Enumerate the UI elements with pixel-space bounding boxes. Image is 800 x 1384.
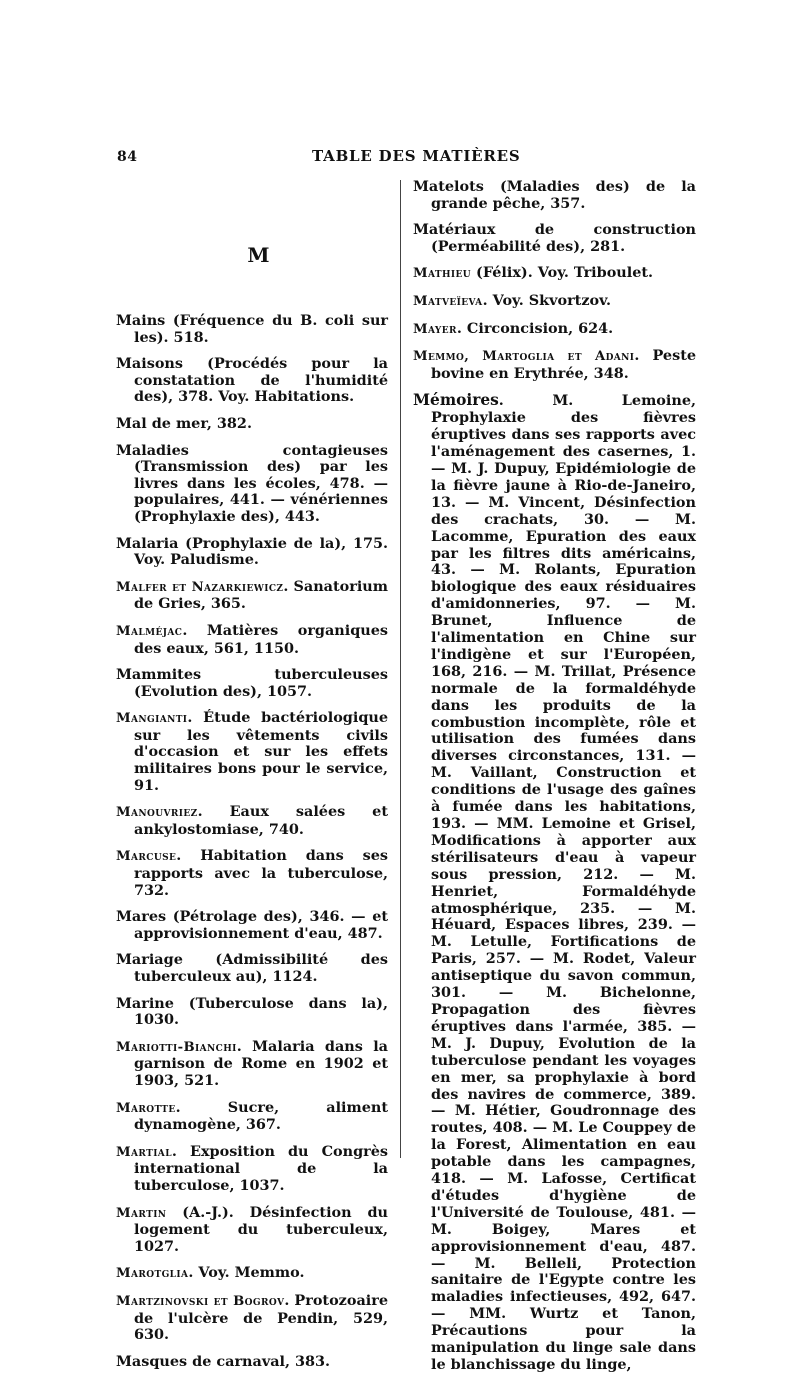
- index-entry: [116, 416, 388, 433]
- entry-text: . Sanatorium de Gries, 365.: [134, 577, 388, 613]
- entry-heading: Marotglia: [116, 1266, 189, 1282]
- entry-text: . Eaux salées et ankylostomiase, 740.: [134, 803, 388, 838]
- entry-heading: Malfer et Nazarkiewicz: [116, 579, 284, 595]
- entry-text: (Perméabilité des), 281.: [431, 237, 626, 255]
- index-entry: [413, 392, 696, 1374]
- entry-text: (Félix). Voy. Triboulet.: [471, 264, 654, 282]
- index-entry: [116, 1144, 388, 1195]
- entry-text: . Circoncision, 624.: [456, 319, 614, 337]
- entry-heading: Mangianti: [116, 711, 188, 727]
- column-divider: [400, 180, 401, 1158]
- entry-text: (A.-J.). Désinfection du logement du tuberculeux, 1027.: [134, 1203, 388, 1255]
- index-entry: [116, 667, 388, 700]
- entry-text: . Sucre, aliment dynamogène, 367.: [134, 1098, 388, 1134]
- entry-heading: Manouvriez: [116, 805, 198, 821]
- index-entry: [116, 848, 388, 899]
- entry-heading: Mains: [116, 312, 166, 329]
- entry-text: . Habitation dans ses rapports avec la tuberculose, 732.: [134, 847, 388, 899]
- index-entry: [116, 1039, 388, 1090]
- index-entry: [116, 909, 388, 942]
- index-entry: [116, 710, 388, 794]
- index-entry: [116, 623, 388, 657]
- right-column: [413, 179, 696, 1384]
- index-entry: [116, 952, 388, 985]
- entry-text: . Peste bovine en Erythrée, 348.: [431, 347, 696, 382]
- index-entry: [116, 1293, 388, 1344]
- left-column: [116, 243, 388, 1380]
- entry-heading: Marine: [116, 994, 174, 1012]
- entry-heading: Mammites tuberculeuses: [116, 666, 388, 684]
- entry-heading: Matériaux de construction: [413, 221, 696, 239]
- entry-text: (Fréquence du B. coli sur les). 518.: [134, 312, 388, 346]
- right-entries: [413, 179, 696, 1374]
- entry-heading: Martin: [116, 1205, 167, 1221]
- index-entry: [413, 179, 696, 212]
- entry-heading: Matelots: [413, 178, 484, 195]
- page-number: 84: [117, 149, 138, 165]
- index-entry: [116, 579, 388, 613]
- entry-heading: Mariotti-Bianchi: [116, 1039, 237, 1055]
- entry-heading: Mémoires: [413, 391, 499, 410]
- entry-text: . M. Lemoine, Prophylaxie des fièvres éruptives dans ses rapports avec l'aménagement des casernes, 1. — M. J. Dupuy, Epidémiologie de la fièvre jaune à Rio-de-Janeiro, 13. — M. Vincent, Désinfection des crachats, 30. — M. Lacomme, Epuration des eaux par les filtres dits américains, 43. — M. Rolants, Epuration biologique des eaux résiduaires d'amidonneries, 97. — M. Brunet, Influence de l'alimentation en Chine sur l'indigène et sur l'Européen, 168, 216. — M. Trillat, Présence normale de la formaldéhyde dans les produits de la combustion incomplète, rôle et utilisation des fumées dans diverses circonstances, 131. — M. Vaillant, Construction et conditions de l'usage des gaînes à fumée dans les habitations, 193. — MM. Lemoine et Grisel, Modifications à apporter aux stérilisateurs d'eau à vapeur sous pression, 212. — M. Henriet, Formaldéhyde atmosphérique, 235. — M. Héuard, Espaces libres, 239. — M. Letulle, Fortifications de Paris, 257. — M. Rodet, Valeur antiseptique du savon commun, 301. — M. Bichelonne, Propagation des fièvres éruptives dans l'armée, 385. — M. J. Dupuy, Evolution de la tuberculose pendant les voyages en mer, sa prophylaxie à bord des navires de commerce, 389. — M. Hétier, Goudronnage des routes, 408. — M. Le Couppey de la Forest, Alimentation en eau potable dans les campagnes, 418. — M. Lafosse, Certificat d'études d'hygiène de l'Université de Toulouse, 481. — M. Boigey, Mares et approvisionnement d'eau, 487. — M. Belleli, Protection sanitaire de l'Egypte contre les maladies infectieuses, 492, 647. — MM. Wurtz et Tanon, Précautions pour la manipulation du linge sale dans le blanchissage du linge,: [431, 392, 696, 1373]
- index-entry: [413, 348, 696, 382]
- entry-text: (Prophylaxie de la), 175. Voy. Paludisme.: [134, 534, 388, 569]
- entry-text: (Transmission des) par les livres dans les écoles, 478. — populaires, 441. — vénériennes (Prophylaxie des), 443.: [134, 458, 388, 525]
- entry-text: , 382.: [206, 414, 252, 432]
- entry-heading: Mares: [116, 908, 167, 926]
- entry-text: . Exposition du Congrès international de la tuberculose, 1037.: [134, 1142, 388, 1194]
- index-entry: [116, 443, 388, 526]
- entry-heading: Martzinovski et Bogrov: [116, 1293, 285, 1309]
- entry-text: . Protozoaire de l'ulcère de Pendin, 529, 630.: [134, 1291, 388, 1344]
- entry-heading: Masques de carnaval: [116, 1352, 285, 1370]
- entry-heading: Malméjac: [116, 623, 183, 639]
- entry-heading: Marotte: [116, 1100, 176, 1116]
- entry-heading: Memmo, Martoglia et Adani: [413, 349, 635, 365]
- index-entry: [116, 804, 388, 838]
- entry-heading: Mariage: [116, 951, 183, 969]
- index-entry: [413, 321, 696, 339]
- entry-text: . Matières organiques des eaux, 561, 1150.: [134, 621, 388, 657]
- running-title: TABLE DES MATIÈRES: [312, 147, 521, 165]
- entry-heading: Martial: [116, 1144, 172, 1160]
- entry-text: . Étude bactériologique sur les vêtements civils d'occasion et sur les effets militaires bons pour le service, 91.: [134, 709, 388, 794]
- entry-heading: Mathieu: [413, 266, 472, 282]
- entry-heading: Marcuse: [116, 849, 177, 865]
- index-entry: [413, 222, 696, 255]
- entry-text: . Voy. Memmo.: [188, 1264, 305, 1282]
- entry-text: (Pétrolage des), 346. — et approvisionnement d'eau, 487.: [134, 908, 388, 942]
- entry-text: (Evolution des), 1057.: [134, 682, 313, 700]
- entry-heading: Malaria: [116, 534, 179, 552]
- index-entry: [116, 356, 388, 406]
- index-entry: [116, 996, 388, 1029]
- entry-heading: Matveïeva: [413, 293, 483, 309]
- index-entry: [116, 1205, 388, 1256]
- index-entry: [413, 293, 696, 311]
- entry-text: (Maladies des) de la grande pêche, 357.: [431, 178, 696, 212]
- entry-heading: Mal de mer: [116, 414, 207, 432]
- entry-text: . Malaria dans la garnison de Rome en 1902 et 1903, 521.: [134, 1037, 388, 1089]
- index-entry: [116, 1354, 388, 1371]
- entry-heading: Mayer: [413, 321, 457, 337]
- entry-text: (Tuberculose dans la), 1030.: [134, 994, 388, 1029]
- index-entry: [116, 313, 388, 346]
- index-entry: [116, 536, 388, 569]
- left-entries: [116, 313, 388, 1370]
- entry-text: (Procédés pour la constatation de l'humidité des), 378. Voy. Habitations.: [134, 355, 388, 406]
- index-entry: [116, 1265, 388, 1283]
- entry-text: . Voy. Skvortzov.: [482, 291, 612, 309]
- entry-heading: Maisons: [116, 355, 183, 373]
- entry-heading: Maladies contagieuses: [116, 441, 388, 459]
- section-letter: M: [247, 243, 271, 267]
- entry-text: , 383.: [285, 1352, 331, 1370]
- index-entry: [413, 265, 696, 283]
- entry-text: (Admissibilité des tuberculeux au), 1124.: [134, 951, 388, 985]
- index-entry: [116, 1100, 388, 1134]
